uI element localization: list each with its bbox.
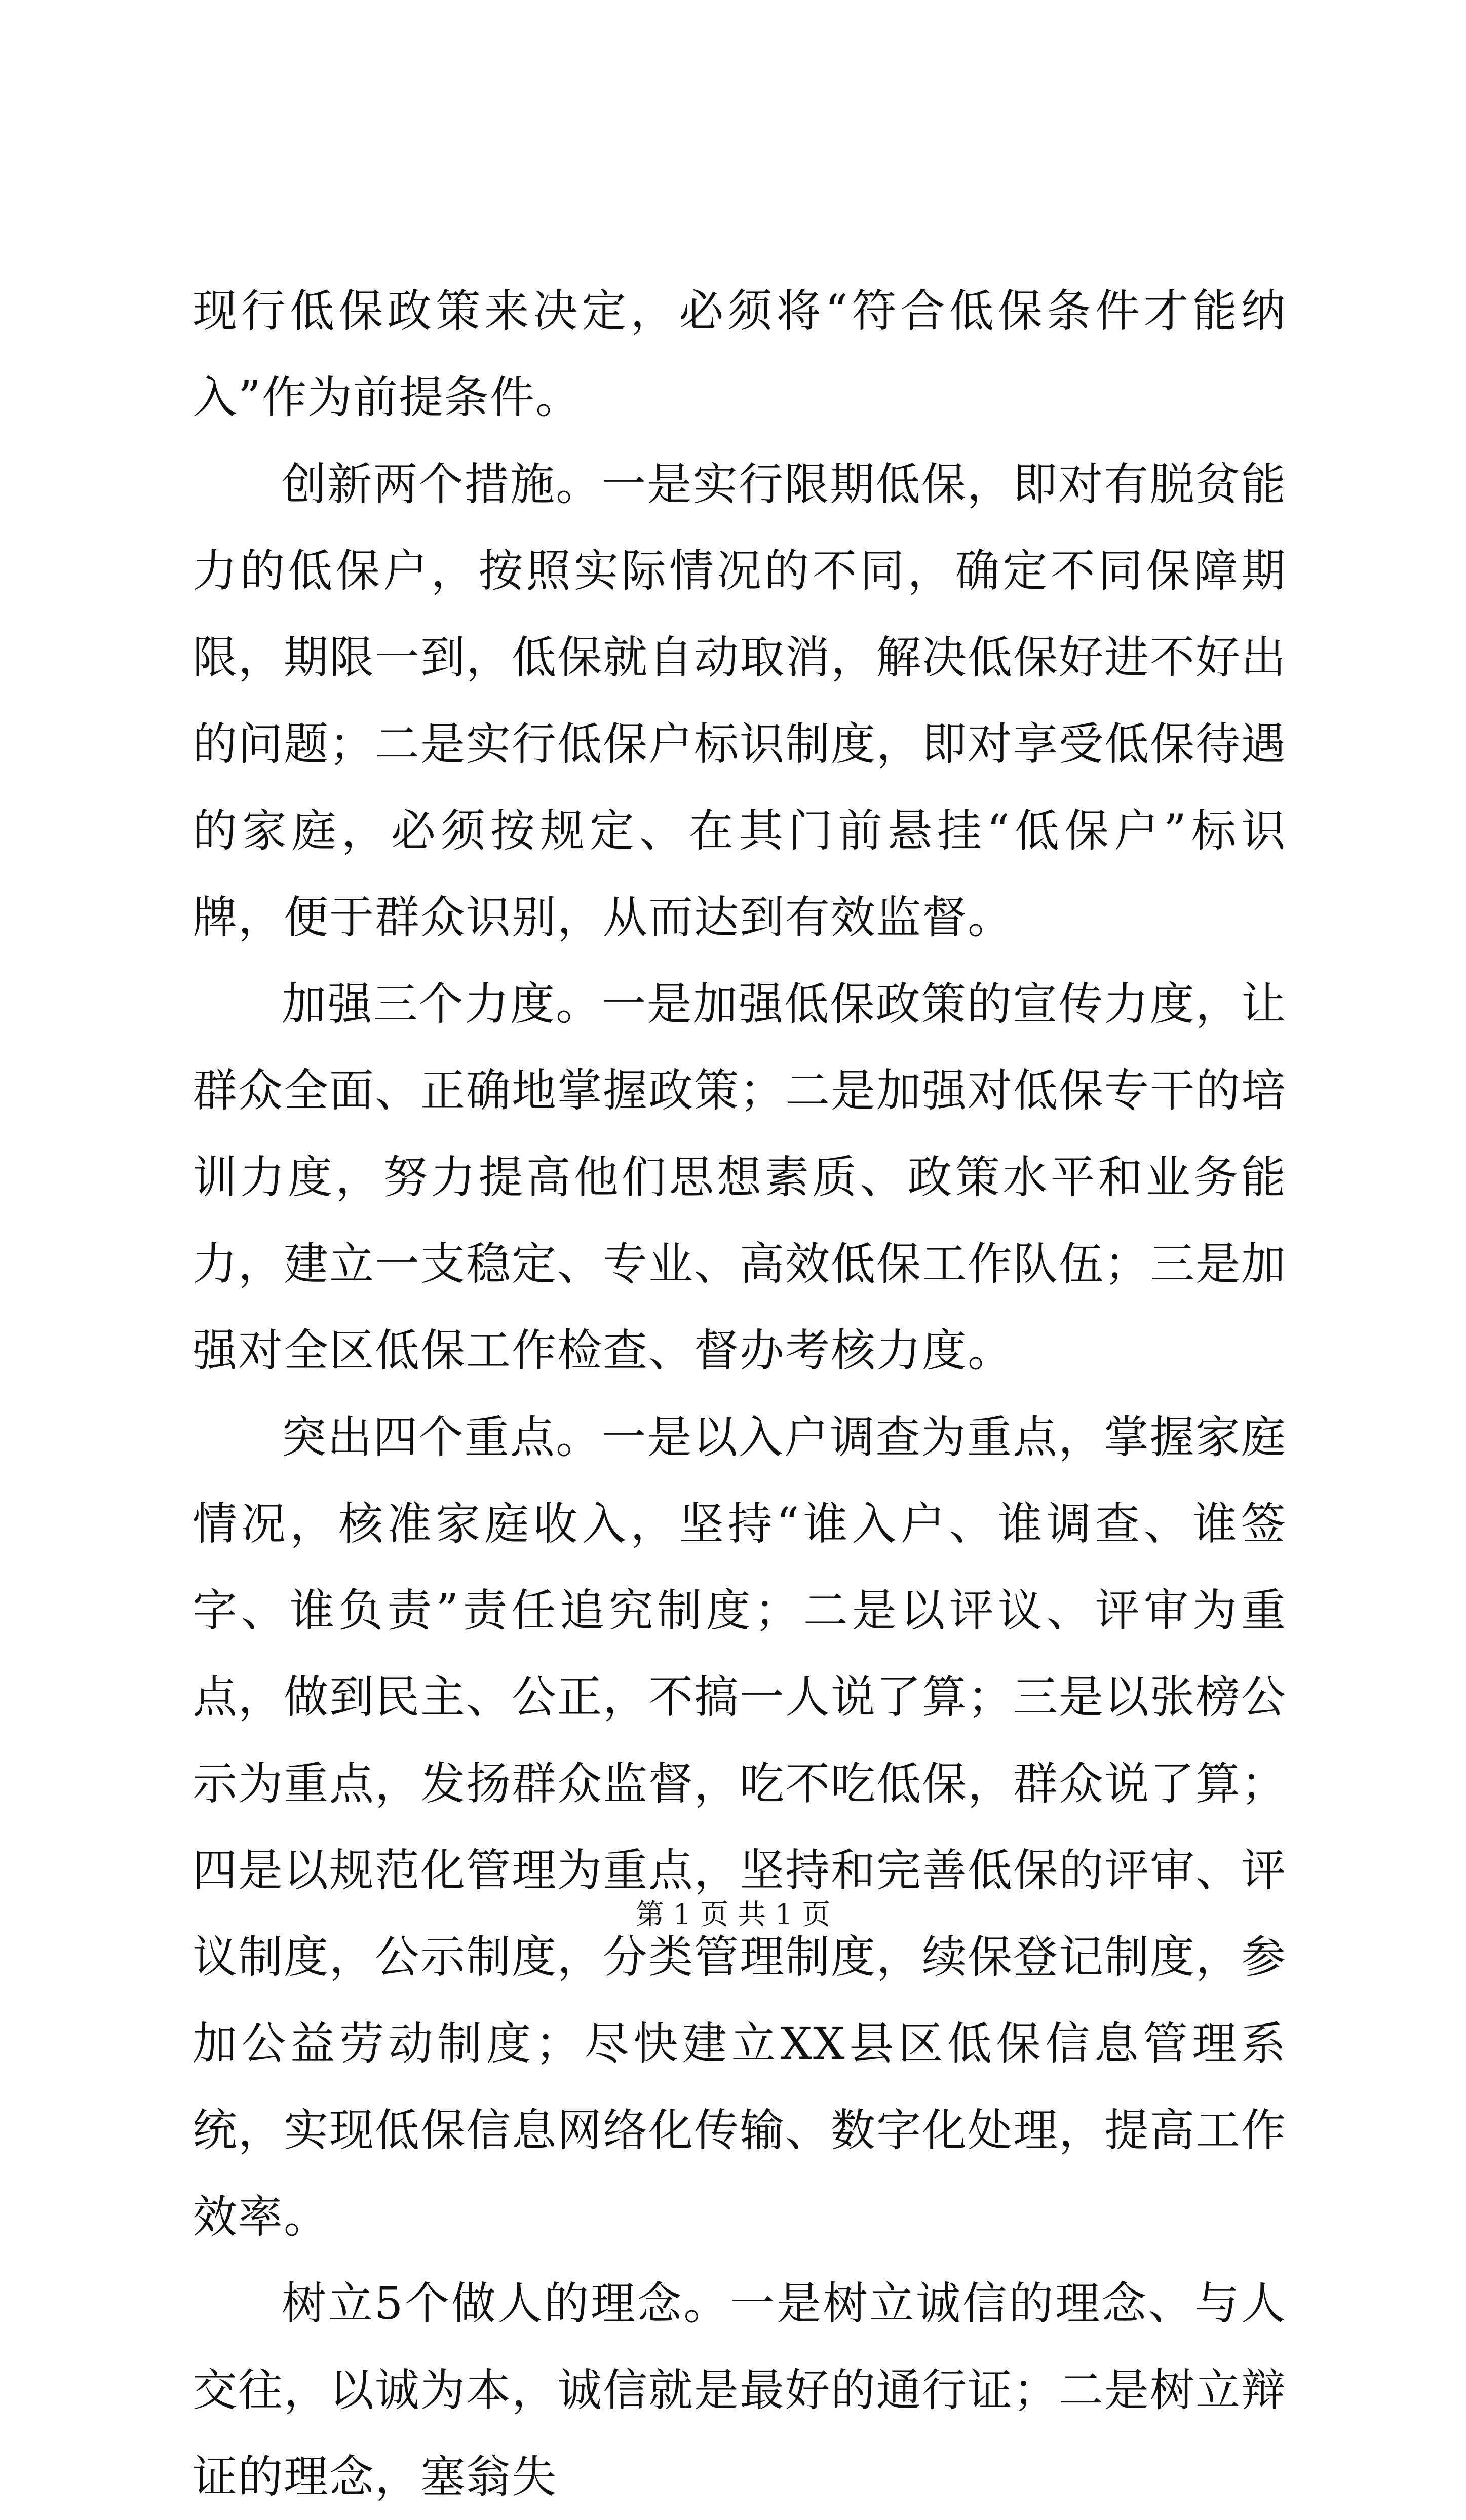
paragraph-2: 创新两个措施。一是实行限期低保，即对有脱贫能力的低保户，按照实际情况的不同，确定不同保障期限，期限一到，低保就自动取消，解决低保好进不好出的问题；二是实行低保户标识制度，即对享受低保待遇的家庭，必须按规定、在其门前悬挂“低保户”标识牌，便于群众识别，从而达到有效监督。: [192, 458, 1287, 943]
paragraph-3: 加强三个力度。一是加强低保政策的宣传力度，让群众全面、正确地掌握政策；二是加强对低保专干的培训力度，努力提高他们思想素质、政策水平和业务能力，建立一支稳定、专业、高效低保工作队伍；三是加强对全区低保工作检查、督办考核力度。: [192, 978, 1287, 1377]
paragraph-1: 现行低保政策来决定，必须将“符合低保条件才能纳入”作为前提条件。: [192, 285, 1287, 424]
paragraph-4: 突出四个重点。一是以入户调查为重点，掌握家庭情况，核准家庭收入，坚持“谁入户、谁调查、谁签字、谁负责”责任追究制度；二是以评议、评审为重点，做到民主、公正，不搞一人说了算；三是以张榜公示为重点，发扬群众监督，吃不吃低保，群众说了算；四是以规范化管理为重点，坚持和完善低保的评审、评议制度，公示制度，分类管理制度，续保登记制度，参加公益劳动制度；尽快建立XX县区低保信息管理系统，实现低保信息网络化传输、数字化处理，提高工作效率。: [192, 1411, 1287, 2243]
document-body: [192, 268, 1287, 2520]
page-footer: 第 1 页 共 1 页: [635, 1898, 831, 1931]
paragraph-5: 树立5个做人的理念。一是树立诚信的理念、与人交往，以诚为本，诚信就是最好的通行证；二是树立辩证的理念，塞翁失: [192, 2277, 1287, 2503]
